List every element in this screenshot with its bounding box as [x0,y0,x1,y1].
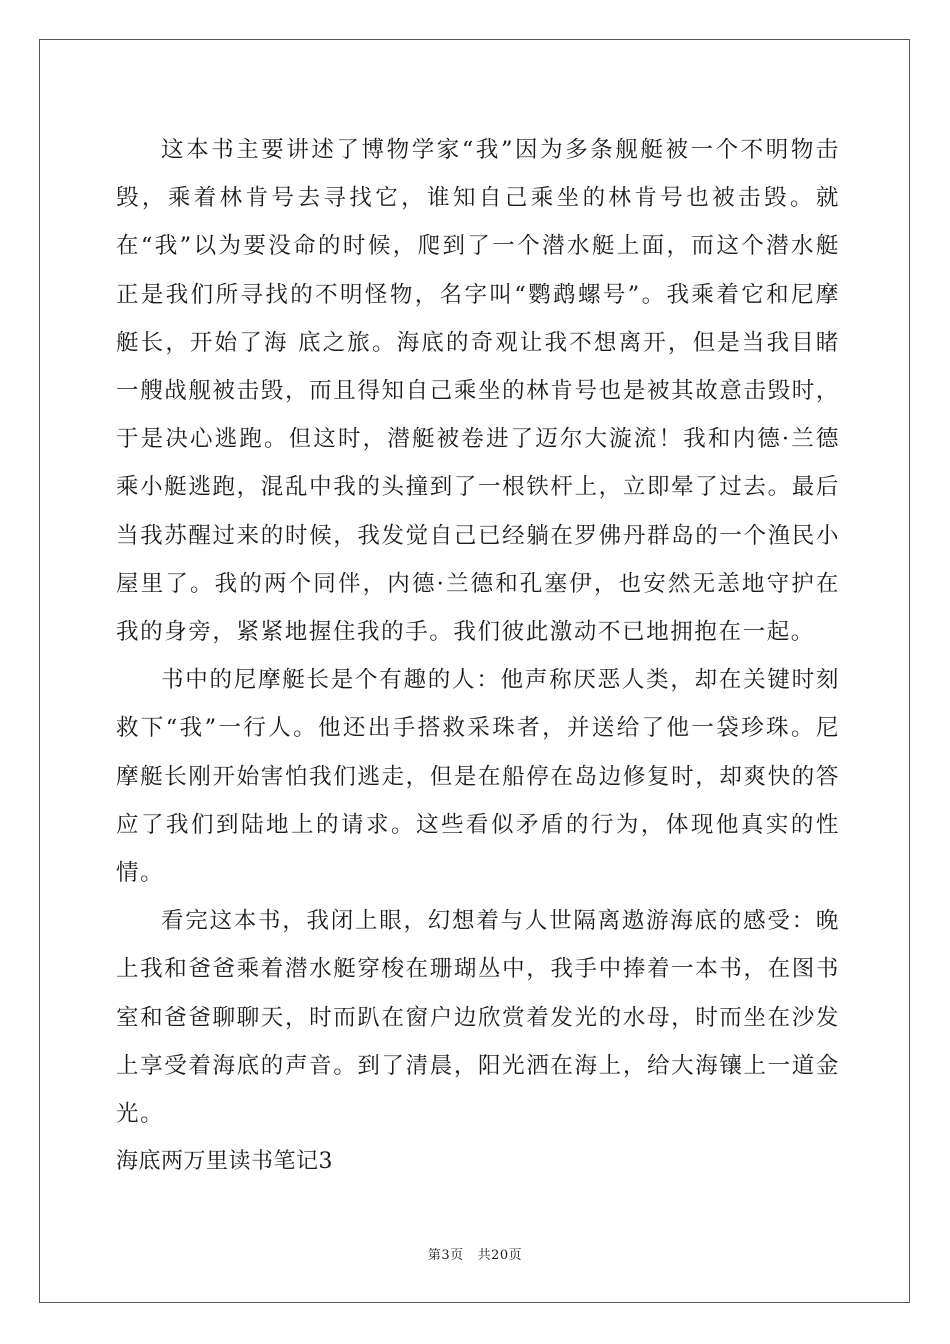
current-page-label: 第3页 [427,1248,464,1263]
paragraph-3: 看完这本书，我闭上眼，幻想着与人世隔离遨游海底的感受：晚上我和爸爸乘着潜水艇穿梭在珊瑚丛中，我手中捧着一本书，在图书室和爸爸聊聊天，时而趴在窗户边欣赏着发光的水母，时而坐在沙发上享受着海底的声音。到了清晨，阳光洒在海上，给大海镶上一道金光。 [116,908,840,1128]
total-pages-label: 共20页 [477,1248,523,1263]
page-footer [0,1247,950,1265]
paragraph-2: 书中的尼摩艇长是个有趣的人：他声称厌恶人类，却在关键时刻救下“我”一行人。他还出手搭救采珠者，并送给了他一袋珍珠。尼摩艇长刚开始害怕我们逃走，但是在船停在岛边修复时，却爽快的答应了我们到陆地上的请求。这些看似矛盾的行为，体现他真实的性情。 [116,667,840,887]
section-heading: 海底两万里读书笔记3 [116,1149,333,1175]
paragraph-1: 这本书主要讲述了博物学家“我”因为多条舰艇被一个不明物击毁，乘着林肯号去寻找它，谁知自己乘坐的林肯号也被击毁。就在“我”以为要没命的时候，爬到了一个潜水艇上面，而这个潜水艇正是我们所寻找的不明怪物，名字叫“鹦鹉螺号”。我乘着它和尼摩艇长，开始了海 底之旅。海底的奇观让我不想离开，但是当我目睹一艘战舰被击毁，而且得知自己乘坐的林肯号也是被其故意击毁时，于是决心逃跑。但这时，潜艇被卷进了迈尔大漩流！我和内德·兰德乘小艇逃跑，混乱中我的头撞到了一根铁杆上，立即晕了过去。最后当我苏醒过来的时候，我发觉自己已经躺在罗佛丹群岛的一个渔民小屋里了。我的两个同伴，内德·兰德和孔塞伊，也安然无恙地守护在我的身旁，紧紧地握住我的手。我们彼此激动不已地拥抱在一起。 [116,137,840,646]
document-body [116,126,840,1186]
